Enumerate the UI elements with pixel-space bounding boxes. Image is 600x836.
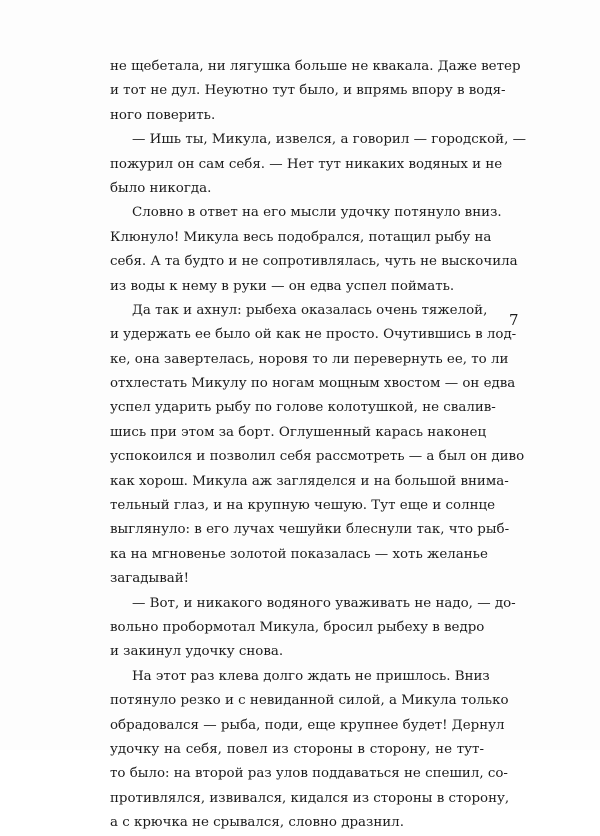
text-line: выглянуло: в его лучах чешуйки блеснули так, что рыб- bbox=[110, 522, 510, 538]
text-line: было никогда. bbox=[110, 180, 212, 196]
paragraph bbox=[110, 665, 510, 836]
paragraph bbox=[110, 299, 525, 592]
page-number: 7 bbox=[509, 311, 519, 329]
text-line: успокоился и позволил себя рассмотреть — а был он диво bbox=[110, 449, 525, 465]
text-line: На этот раз клева долго ждать не пришлось. Вниз bbox=[132, 668, 490, 684]
text-line: отхлестать Микулу по ногам мощным хвостом — он едва bbox=[110, 376, 516, 392]
text-line: и тот не дул. Неуютно тут было, и впрямь впору в водя- bbox=[110, 83, 506, 99]
text-line: противлялся, извивался, кидался из стороны в сторону, bbox=[110, 790, 510, 806]
text-line: из воды к нему в руки — он едва успел поймать. bbox=[110, 278, 455, 294]
text-line: Словно в ответ на его мысли удочку потянуло вниз. bbox=[132, 205, 502, 221]
paragraph bbox=[110, 201, 518, 299]
text-line: ка на мгновенье золотой показалась — хоть желанье bbox=[110, 546, 488, 562]
text-line: то было: на второй раз улов поддаваться не спешил, со- bbox=[110, 766, 508, 782]
text-line: шись при этом за борт. Оглушенный карась наконец bbox=[110, 424, 487, 440]
text-line: — Вот, и никакого водяного уваживать не надо, — до- bbox=[132, 595, 516, 611]
text-line: пожурил он сам себя. — Нет тут никаких водяных и не bbox=[110, 156, 503, 172]
text-line: Клюнуло! Микула весь подобрался, потащил рыбу на bbox=[110, 229, 492, 245]
text-line: тельный глаз, и на крупную чешую. Тут еще и солнце bbox=[110, 498, 496, 514]
text-line: не щебетала, ни лягушка больше не квакала. Даже ветер bbox=[110, 59, 521, 74]
text-line: себя. А та будто и не сопротивлялась, чуть не выскочила bbox=[110, 254, 518, 270]
text-line: загадывай! bbox=[110, 571, 190, 587]
text-line: успел ударить рыбу по голове колотушкой, не свалив- bbox=[110, 400, 496, 416]
text-line: потянуло резко и с невиданной силой, а Микула только bbox=[110, 693, 509, 709]
text-line: обрадовался — рыба, поди, еще крупнее будет! Дернул bbox=[110, 717, 505, 733]
text-line: ке, она завертелась, норовя то ли перевернуть ее, то ли bbox=[110, 351, 509, 367]
paragraph bbox=[110, 128, 526, 201]
text-line: вольно пробормотал Микула, бросил рыбеху в ведро bbox=[110, 619, 485, 635]
text-line: как хорош. Микула аж загляделся и на большой внима- bbox=[110, 473, 509, 489]
text-line: и удержать ее было ой как не просто. Очутившись в лод- bbox=[110, 327, 517, 343]
text-line: и закинул удочку снова. bbox=[110, 644, 284, 660]
text-line: Да так и ахнул: рыбеха оказалась очень тяжелой, bbox=[132, 302, 488, 318]
text-line: ного поверить. bbox=[110, 107, 216, 123]
text-line: а с крючка не срывался, словно дразнил. bbox=[110, 815, 404, 831]
text-line: удочку на себя, повел из стороны в сторону, не тут- bbox=[110, 741, 484, 757]
body-text bbox=[110, 55, 526, 836]
paragraph bbox=[110, 55, 521, 128]
text-line: — Ишь ты, Микула, извелся, а говорил — городской, — bbox=[132, 132, 526, 148]
paragraph bbox=[110, 592, 516, 665]
